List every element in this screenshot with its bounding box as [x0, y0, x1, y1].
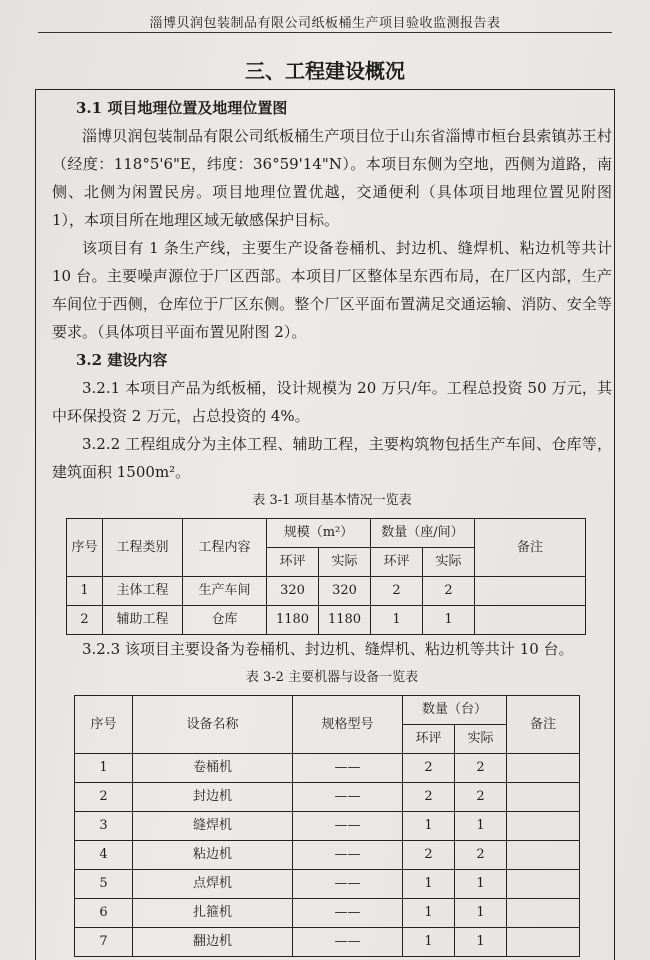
- content-body: [52, 94, 612, 957]
- cell-count-eval: 1: [371, 606, 423, 635]
- cell-no: 2: [75, 783, 133, 812]
- cell-actual: 1: [455, 928, 507, 957]
- header-count-actual: 实际: [423, 548, 475, 577]
- cell-remark: [507, 899, 580, 928]
- table-3-1-caption: 表 3-1 项目基本情况一览表: [252, 493, 412, 508]
- cell-count-eval: 2: [371, 577, 423, 606]
- cell-name: 粘边机: [133, 841, 293, 870]
- cell-remark: [507, 870, 580, 899]
- cell-actual: 1: [455, 899, 507, 928]
- cell-count-actual: 2: [423, 577, 475, 606]
- table-row: [75, 812, 580, 841]
- cell-no: 5: [75, 870, 133, 899]
- cell-no: 1: [67, 577, 103, 606]
- cell-name: 扎箍机: [133, 899, 293, 928]
- cell-model: ——: [293, 899, 403, 928]
- table-row: [75, 870, 580, 899]
- equipment-table: [74, 695, 580, 957]
- cell-category: 辅助工程: [103, 606, 183, 635]
- paragraph-location: 淄博贝润包装制品有限公司纸板桶生产项目位于山东省淄博市桓台县索镇苏王村（经度：118°5'6"E，纬度：36°59'14"N）。本项目东侧为空地，西侧为道路，南侧、北侧为闲置民房。项目地理位置优越，交通便利（具体项目地理位置见附图 1），本项目所在地理区域无敏感保护目标。: [52, 127, 612, 229]
- cell-eval: 2: [403, 783, 455, 812]
- cell-eval: 1: [403, 928, 455, 957]
- header-no: 序号: [75, 696, 133, 754]
- cell-scale-actual: 1180: [319, 606, 371, 635]
- cell-actual: 2: [455, 841, 507, 870]
- header-rule: [38, 32, 612, 33]
- cell-eval: 2: [403, 841, 455, 870]
- header-qty-actual: 实际: [455, 725, 507, 754]
- cell-model: ——: [293, 870, 403, 899]
- cell-name: 翻边机: [133, 928, 293, 957]
- header-no: 序号: [67, 519, 103, 577]
- header-scale: 规模（m²）: [267, 519, 371, 548]
- cell-scale-eval: 320: [267, 577, 319, 606]
- cell-name: 卷桶机: [133, 754, 293, 783]
- cell-model: ——: [293, 841, 403, 870]
- table-row: [67, 606, 586, 635]
- section-heading-3-1: 3.1 项目地理位置及地理位置图: [76, 99, 288, 117]
- table-row: [75, 899, 580, 928]
- cell-no: 3: [75, 812, 133, 841]
- header-remark: 备注: [507, 696, 580, 754]
- cell-content: 仓库: [183, 606, 267, 635]
- header-count-eval: 环评: [371, 548, 423, 577]
- cell-remark: [507, 841, 580, 870]
- table-row: [75, 928, 580, 957]
- cell-eval: 1: [403, 870, 455, 899]
- cell-model: ——: [293, 928, 403, 957]
- cell-remark: [507, 812, 580, 841]
- header-scale-actual: 实际: [319, 548, 371, 577]
- cell-name: 缝焊机: [133, 812, 293, 841]
- cell-name: 封边机: [133, 783, 293, 812]
- header-content: 工程内容: [183, 519, 267, 577]
- cell-eval: 2: [403, 754, 455, 783]
- paragraph-3-2-3: 3.2.3 该项目主要设备为卷桶机、封边机、缝焊机、粘边机等共计 10 台。: [82, 640, 574, 658]
- cell-actual: 2: [455, 754, 507, 783]
- section-heading-3-2: 3.2 建设内容: [76, 351, 168, 369]
- paragraph-3-2-2: 3.2.2 工程组成分为主体工程、辅助工程，主要构筑物包括生产车间、仓库等，建筑面积 1500m²。: [52, 435, 612, 481]
- equipment-table-body: [75, 754, 580, 957]
- cell-scale-actual: 320: [319, 577, 371, 606]
- running-header: 淄博贝润包装制品有限公司纸板桶生产项目验收监测报告表: [149, 16, 501, 31]
- header-remark: 备注: [475, 519, 586, 577]
- paragraph-production-line: 该项目有 1 条生产线，主要生产设备卷桶机、封边机、缝焊机、粘边机等共计 10 台。主要噪声源位于厂区西部。本项目厂区整体呈东西布局，在厂区内部，生产车间位于西侧，仓库位于厂区东侧。整个厂区平面布置满足交通运输、消防、安全等要求。（具体项目平面布置见附图 2）。: [52, 239, 612, 341]
- header-category: 工程类别: [103, 519, 183, 577]
- header-scale-eval: 环评: [267, 548, 319, 577]
- table-3-2-caption: 表 3-2 主要机器与设备一览表: [245, 670, 419, 685]
- table-row: [75, 783, 580, 812]
- paragraph-3-2-1: 3.2.1 本项目产品为纸板桶，设计规模为 20 万只/年。工程总投资 50 万元，其中环保投资 2 万元，占总投资的 4%。: [52, 379, 612, 425]
- chapter-title: 三、工程建设概况: [245, 59, 405, 83]
- cell-category: 主体工程: [103, 577, 183, 606]
- cell-eval: 1: [403, 812, 455, 841]
- cell-model: ——: [293, 783, 403, 812]
- header-name: 设备名称: [133, 696, 293, 754]
- cell-content: 生产车间: [183, 577, 267, 606]
- cell-scale-eval: 1180: [267, 606, 319, 635]
- table-row: [75, 841, 580, 870]
- cell-model: ——: [293, 812, 403, 841]
- cell-no: 1: [75, 754, 133, 783]
- cell-remark: [475, 606, 586, 635]
- project-info-table: [66, 518, 586, 635]
- cell-actual: 2: [455, 783, 507, 812]
- header-qty-eval: 环评: [403, 725, 455, 754]
- cell-model: ——: [293, 754, 403, 783]
- table-row: [75, 754, 580, 783]
- cell-name: 点焊机: [133, 870, 293, 899]
- cell-remark: [507, 754, 580, 783]
- cell-remark: [475, 577, 586, 606]
- cell-no: 2: [67, 606, 103, 635]
- cell-no: 6: [75, 899, 133, 928]
- cell-actual: 1: [455, 812, 507, 841]
- cell-eval: 1: [403, 899, 455, 928]
- table-row: [67, 577, 586, 606]
- cell-no: 7: [75, 928, 133, 957]
- header-model: 规格型号: [293, 696, 403, 754]
- cell-remark: [507, 928, 580, 957]
- header-qty: 数量（台）: [403, 696, 507, 725]
- cell-no: 4: [75, 841, 133, 870]
- cell-actual: 1: [455, 870, 507, 899]
- cell-count-actual: 1: [423, 606, 475, 635]
- header-count: 数量（座/间）: [371, 519, 475, 548]
- cell-remark: [507, 783, 580, 812]
